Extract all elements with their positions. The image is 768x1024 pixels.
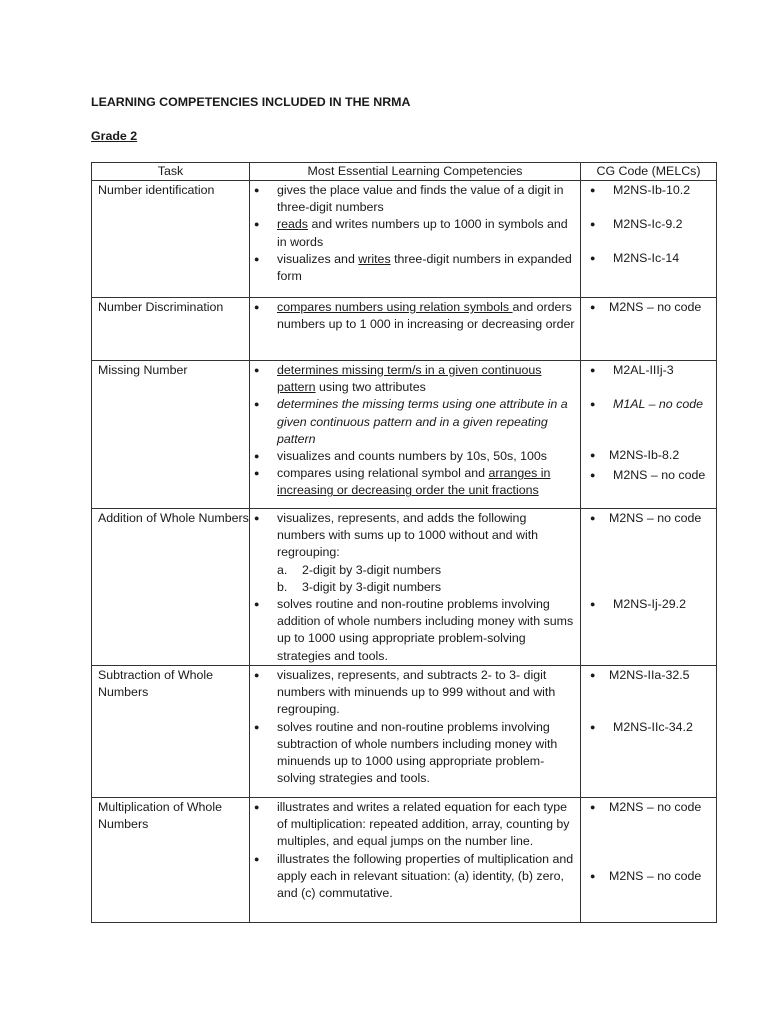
cg-code-item: ● M2NS-Ij-29.2: [587, 596, 716, 613]
column-header-task: Task: [92, 163, 250, 181]
table-row: [92, 798, 717, 923]
competencies-cell: [250, 798, 581, 923]
competencies-table: [91, 162, 717, 923]
table-row: [92, 298, 717, 361]
competency-item: ● illustrates the following properties of multiplication and apply each in relevant situation: (a) identity, (b) zero, and (c) commutative.: [250, 851, 576, 903]
competency-item: ● solves routine and non-routine problems involving addition of whole numbers including money with sums up to 1000 using appropriate problem-solving strategies and tools.: [250, 596, 576, 665]
competency-item: ● solves routine and non-routine problems involving subtraction of whole numbers including money with minuends up to 1000 using appropriate problem-solving strategies and tools.: [250, 719, 576, 788]
competencies-cell: [250, 509, 581, 666]
task-cell: Missing Number: [92, 361, 250, 509]
cg-code-cell: [581, 509, 717, 666]
sub-list-item: a. 2-digit by 3-digit numbers: [277, 562, 442, 577]
competency-item: ● determines missing term/s in a given continuous pattern using two attributes: [250, 362, 576, 396]
sub-list: [277, 562, 576, 596]
cg-code-item: ● M2NS-Ib-8.2: [587, 447, 716, 464]
grade-heading: Grade 2: [91, 129, 138, 143]
cg-code-cell: [581, 181, 717, 298]
table-row: [92, 361, 717, 509]
competencies-cell: [250, 666, 581, 798]
competency-item: ● visualizes and counts numbers by 10s, 50s, 100s: [250, 448, 576, 465]
competencies-cell: [250, 361, 581, 509]
table-row: [92, 181, 717, 298]
cg-code-cell: [581, 666, 717, 798]
cg-code-item: ● M2NS – no code: [587, 467, 716, 484]
table-row: [92, 666, 717, 798]
cg-code-item: ● M2NS-IIc-34.2: [587, 719, 716, 736]
cg-code-item: ● M2NS-IIa-32.5: [587, 667, 716, 684]
competency-item: ● reads and writes numbers up to 1000 in symbols and in words: [250, 216, 576, 250]
task-cell: Number Discrimination: [92, 298, 250, 361]
competency-item: ● determines the missing terms using one attribute in a given continuous pattern and in a given repeating pattern: [250, 396, 576, 448]
competency-item: ● visualizes, represents, and subtracts 2- to 3- digit numbers with minuends up to 999 without and with regrouping.: [250, 667, 576, 719]
cg-code-item: ● M2NS – no code: [587, 868, 716, 885]
column-header-cg-code: CG Code (MELCs): [581, 163, 717, 181]
task-cell: Number identification: [92, 181, 250, 298]
cg-code-item: ● M2NS – no code: [587, 299, 716, 316]
cg-code-cell: [581, 798, 717, 923]
task-cell: Subtraction of Whole Numbers: [92, 666, 250, 798]
competency-item: ● illustrates and writes a related equation for each type of multiplication: repeated addition, array, counting by multiples, and equal jumps on the number line.: [250, 799, 576, 851]
table-row: [92, 509, 717, 666]
cg-code-item: ● M2NS – no code: [587, 799, 716, 816]
competency-item: ● visualizes and writes three-digit numbers in expanded form: [250, 251, 576, 285]
cg-code-cell: [581, 298, 717, 361]
document-title: LEARNING COMPETENCIES INCLUDED IN THE NRMA: [91, 95, 411, 109]
task-cell: Multiplication of Whole Numbers: [92, 798, 250, 923]
cg-code-item: ● M2NS – no code: [587, 510, 716, 527]
cg-code-item: ● M2NS-Ib-10.2: [587, 182, 716, 199]
competency-item: ● compares numbers using relation symbols and orders numbers up to 1 000 in increasing or decreasing order: [250, 299, 576, 333]
cg-code-item: ● M2AL-IIIj-3: [587, 362, 716, 379]
cg-code-item: ● M2NS-Ic-9.2: [587, 216, 716, 233]
column-header-competencies: Most Essential Learning Competencies: [250, 163, 581, 181]
competency-item: ● compares using relational symbol and arranges in increasing or decreasing order the unit fractions: [250, 465, 576, 499]
cg-code-item: ● M1AL – no code: [587, 396, 716, 413]
competency-item: ● gives the place value and finds the value of a digit in three-digit numbers: [250, 182, 576, 216]
task-cell: Addition of Whole Numbers: [92, 509, 250, 666]
sub-list-item: b. 3-digit by 3-digit numbers: [277, 579, 442, 594]
competencies-cell: [250, 298, 581, 361]
cg-code-cell: [581, 361, 717, 509]
table-header-row: [92, 163, 717, 181]
competencies-cell: [250, 181, 581, 298]
competency-item: ● visualizes, represents, and adds the following numbers with sums up to 1000 without and with regrouping: a. 2-digit by 3-digit numbers b. 3-digit by 3-digit numbers: [250, 510, 576, 596]
cg-code-item: ● M2NS-Ic-14: [587, 250, 716, 267]
